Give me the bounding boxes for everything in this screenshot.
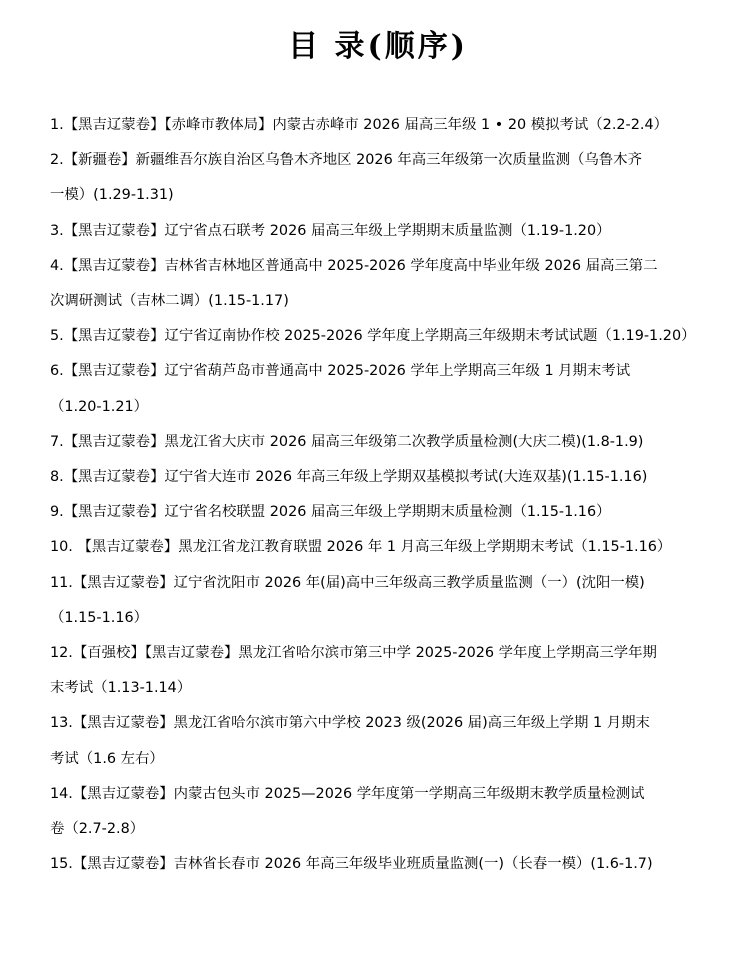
toc-entry-text: 11.【黑吉辽蒙卷】辽宁省沈阳市 2026 年(届)高中三年级高三教学质量监测（一）(沈阳一模) [50, 574, 645, 591]
toc-entry-text-continued: 次调研测试（吉林二调）(1.15-1.17) [50, 293, 289, 309]
toc-entry-text: 14.【黑吉辽蒙卷】内蒙古包头市 2025—2026 学年度第一学期高三年级期末教学质量检测试 [50, 785, 645, 802]
toc-entry-text: 2.【新疆卷】新疆维吾尔族自治区乌鲁木齐地区 2026 年高三年级第一次质量监测（乌鲁木齐 [50, 152, 642, 169]
toc-entry-text: 3.【黑吉辽蒙卷】辽宁省点石联考 2026 届高三年级上学期期末质量监测（1.19-1.20） [50, 222, 611, 239]
toc-entry-text-continued: （1.20-1.21） [50, 398, 149, 415]
toc-entry-text-continued: （1.15-1.16） [50, 609, 149, 626]
toc-entry-text: 7.【黑吉辽蒙卷】黑龙江省大庆市 2026 届高三年级第二次教学质量检测(大庆二模)(1.8-1.9) [50, 433, 644, 450]
toc-entry-text: 13.【黑吉辽蒙卷】黑龙江省哈尔滨市第六中学校 2023 级(2026 届)高三年级上学期 1 月期末 [50, 715, 650, 732]
toc-entry-text-continued: 考试（1.6 左右） [50, 750, 164, 767]
toc-entry-text: 12.【百强校】【黑吉辽蒙卷】黑龙江省哈尔滨市第三中学 2025-2026 学年度上学期高三学年期 [50, 645, 657, 661]
toc-entry-text-continued: 一模）(1.29-1.31) [50, 187, 174, 204]
toc-entry-text: 9.【黑吉辽蒙卷】辽宁省名校联盟 2026 届高三年级上学期期末质量检测（1.15-1.16） [50, 504, 611, 521]
toc-entry-text: 10. 【黑吉辽蒙卷】黑龙江省龙江教育联盟 2026 年 1 月高三年级上学期期末考试（1.15-1.16） [50, 539, 672, 556]
toc-entry-text-continued: 末考试（1.13-1.14） [50, 680, 192, 697]
toc-entry-text: 6.【黑吉辽蒙卷】辽宁省葫芦岛市普通高中 2025-2026 学年上学期高三年级 1 月期末考试 [50, 363, 631, 380]
toc-entry-text: 8.【黑吉辽蒙卷】辽宁省大连市 2026 年高三年级上学期双基模拟考试(大连双基)(1.15-1.16) [50, 469, 648, 485]
toc-entry-text: 1.【黑吉辽蒙卷】【赤峰市教体局】内蒙古赤峰市 2026 届高三年级 1 • 20 模拟考试（2.2-2.4） [50, 117, 669, 133]
page-title: 目 录(顺序) [288, 29, 468, 64]
toc-entry-text: 15.【黑吉辽蒙卷】吉林省长春市 2026 年高三年级毕业班质量监测(一)（长春一模）(1.6-1.7) [50, 856, 653, 873]
toc-entry-text: 5.【黑吉辽蒙卷】辽宁省辽南协作校 2025-2026 学年度上学期高三年级期末考试试题（1.19-1.20） [50, 328, 696, 345]
toc-entry-text: 4.【黑吉辽蒙卷】吉林省吉林地区普通高中 2025-2026 学年度高中毕业年级 2026 届高三第二 [50, 257, 658, 274]
toc-entry-text-continued: 卷（2.7-2.8） [50, 821, 145, 837]
